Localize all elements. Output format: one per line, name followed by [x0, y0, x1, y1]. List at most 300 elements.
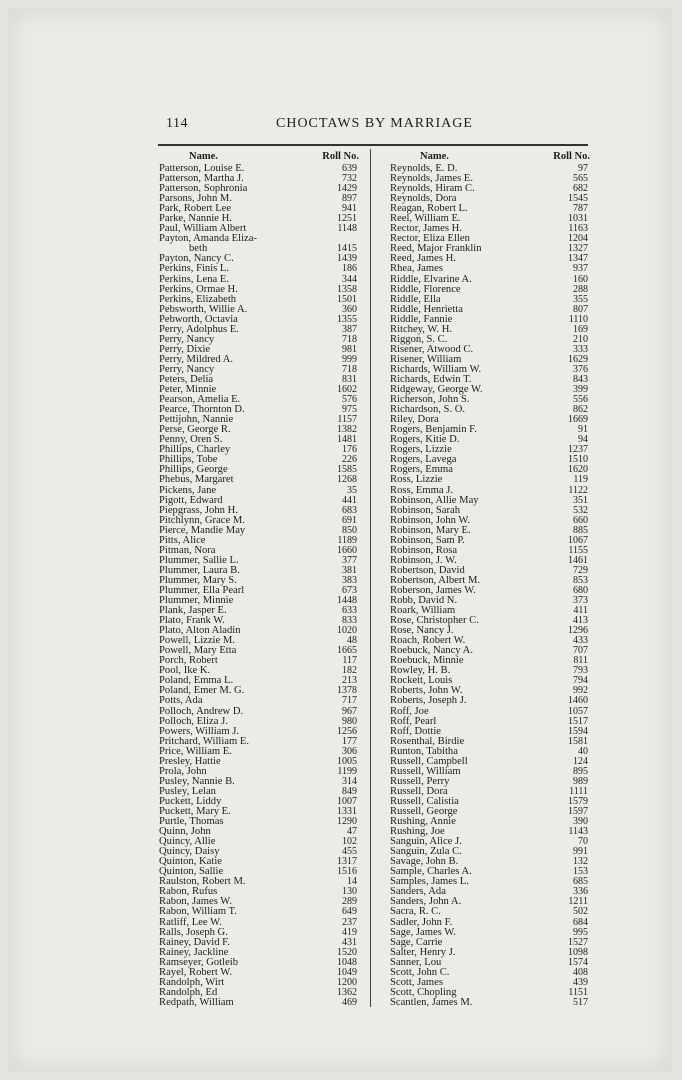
entry-roll-number: 441: [342, 494, 357, 506]
entry-name: Pearce, Thornton D.: [159, 404, 245, 416]
entry-roll-number: 433: [573, 635, 588, 647]
entry-name: Randolph, Ed: [159, 986, 218, 998]
entry-name: Perry, Dixie: [159, 343, 211, 355]
entry-roll-number: 355: [573, 293, 588, 305]
entry-name: Plank, Jasper E.: [159, 605, 227, 617]
entry-roll-number: 707: [573, 645, 588, 657]
entry-name: Riley, Dora: [390, 414, 439, 426]
entry-name: Scott, Chopling: [390, 986, 457, 998]
entry-roll-number: 333: [573, 343, 588, 355]
entry-name: Plato, Alton Aladin: [159, 625, 241, 637]
entry-name: Rogers, Kitie D.: [390, 434, 460, 446]
entry-roll-number: 1155: [568, 544, 588, 556]
page-title: CHOCTAWS BY MARRIAGE: [276, 116, 473, 131]
entry-name: Scott, James: [390, 976, 443, 988]
entry-roll-number: 1585: [337, 464, 357, 476]
entry-roll-number: 831: [342, 373, 357, 385]
entry-roll-number: 48: [347, 635, 357, 647]
entry-roll-number: 556: [573, 394, 588, 406]
entry-roll-number: 1620: [568, 464, 588, 476]
entry-name: Prola, John: [159, 765, 207, 777]
roll-header: Roll No.: [322, 151, 359, 162]
entry-roll-number: 1067: [568, 534, 588, 546]
entry-roll-number: 1501: [337, 293, 357, 305]
entry-name: Patterson, Louise E.: [159, 163, 245, 174]
entry-name: Rushing, Joe: [390, 826, 445, 838]
entry-name: Pebsworth, Willie A.: [159, 303, 248, 315]
entry-roll-number: 1510: [568, 454, 588, 466]
entry-name: Purtle, Thomas: [159, 816, 224, 828]
entry-name: Richards, William W.: [390, 363, 482, 375]
entry-roll-number: 941: [342, 203, 357, 215]
entry-name: Pearson, Amelia E.: [159, 394, 241, 406]
entry-name: Penny, Oren S.: [159, 434, 223, 446]
entry-roll-number: 682: [573, 183, 588, 195]
entry-roll-number: 1660: [337, 544, 357, 556]
entry-roll-number: 1005: [337, 755, 357, 767]
entry-roll-number: 1199: [337, 765, 357, 777]
entry-name: Russell, George: [390, 806, 458, 817]
entry-name: Quinn, John: [159, 826, 211, 838]
entry-name: Rabon, James W.: [159, 896, 232, 908]
entry-name: Rector, James H.: [390, 223, 462, 235]
left-column: [159, 151, 359, 1008]
entry-roll-number: 455: [342, 846, 357, 858]
entry-roll-number: 1527: [568, 936, 588, 948]
entry-roll-number: 411: [573, 605, 588, 617]
entry-roll-number: 975: [342, 404, 357, 416]
entry-name: Quincy, Daisy: [159, 846, 220, 858]
entry-roll-number: 639: [342, 163, 357, 174]
entry-roll-number: 1148: [337, 223, 357, 235]
list-item: [159, 264, 359, 274]
entry-roll-number: 1031: [568, 213, 588, 225]
entry-roll-number: 565: [573, 173, 588, 185]
entry-roll-number: 186: [342, 263, 357, 275]
entry-roll-number: 160: [573, 273, 588, 285]
entry-name: Robinson, Sarah: [390, 504, 461, 516]
entry-roll-number: 390: [573, 816, 588, 828]
entry-roll-number: 94: [578, 434, 588, 446]
entry-name: Puckett, Liddy: [159, 795, 222, 807]
entry-roll-number: 729: [573, 564, 588, 576]
entry-roll-number: 843: [573, 373, 588, 385]
entry-roll-number: 1602: [337, 384, 357, 396]
entry-name: Ritchey, W. H.: [390, 323, 452, 335]
entry-name: Perkins, Lena E.: [159, 273, 230, 285]
entry-roll-number: 182: [342, 665, 357, 677]
entry-name: Sanders, Ada: [390, 886, 446, 898]
entry-name: Sample, Charles A.: [390, 866, 472, 878]
entry-roll-number: 314: [342, 775, 357, 787]
entry-name: Redpath, William: [159, 996, 234, 1008]
entry-roll-number: 176: [342, 444, 357, 456]
entry-roll-number: 377: [342, 554, 357, 566]
entry-roll-number: 1057: [568, 705, 588, 717]
entry-roll-number: 1581: [568, 735, 588, 747]
entry-name: Sacra, R. C.: [390, 906, 441, 918]
entry-name: Reynolds, James E.: [390, 173, 473, 185]
entry-roll-number: 680: [573, 584, 588, 596]
entry-name: Phebus, Margaret: [159, 474, 234, 486]
entry-name: Pritchard, William E.: [159, 735, 249, 747]
entry-name: Phillips, Tobe: [159, 454, 218, 466]
entry-name: Robinson, J. W.: [390, 554, 457, 566]
entry-roll-number: 1415: [337, 243, 357, 255]
entry-name: Reynolds, Dora: [390, 193, 457, 205]
entry-name: Plummer, Minnie: [159, 595, 234, 607]
entry-name: Quinton, Sallie: [159, 866, 224, 878]
entry-name: Payton, Amanda Eliza-: [159, 233, 257, 245]
entry-roll-number: 995: [573, 926, 588, 938]
entry-roll-number: 980: [342, 715, 357, 727]
entry-roll-number: 226: [342, 454, 357, 466]
entry-roll-number: 408: [573, 966, 588, 978]
entry-name: Roff, Dottie: [390, 725, 442, 737]
entry-name: Phillips, Charley: [159, 444, 231, 456]
entry-roll-number: 1290: [337, 816, 357, 828]
entry-name: Phillips, George: [159, 464, 228, 476]
entry-name: Park, Robert Lee: [159, 203, 232, 215]
entry-name: Sanguin, Zula C.: [390, 846, 462, 858]
entry-name: Pitman, Nora: [159, 544, 216, 556]
list-item: [159, 907, 359, 917]
entry-name: Polloch, Eliza J.: [159, 715, 228, 727]
entry-name: Raulston, Robert M.: [159, 876, 246, 888]
name-header: Name.: [189, 151, 218, 162]
entry-roll-number: 419: [342, 926, 357, 938]
entry-name: Pitts, Alice: [159, 534, 206, 546]
entry-name: Rabon, Rufus: [159, 886, 218, 898]
entry-roll-number: 47: [347, 826, 357, 838]
entry-roll-number: 1317: [337, 856, 357, 868]
entry-name: Parke, Nannie H.: [159, 213, 232, 225]
entry-name: Russell, Dora: [390, 785, 448, 797]
entry-roll-number: 684: [573, 916, 588, 928]
entry-roll-number: 981: [342, 343, 357, 355]
entry-name: Scott, John C.: [390, 966, 450, 978]
entry-roll-number: 1460: [568, 695, 588, 707]
header-rule: [158, 144, 588, 146]
entry-name: Rector, Eliza Ellen: [390, 233, 470, 245]
entry-name: Risener, William: [390, 353, 462, 365]
entry-name: Sanguin, Alice J.: [390, 836, 462, 848]
entry-name: Perkins, Finis L.: [159, 263, 230, 275]
entry-name: Potts, Ada: [159, 695, 203, 707]
entry-roll-number: 732: [342, 173, 357, 185]
entry-name: Pitchlynn, Grace M.: [159, 514, 245, 526]
entry-name: Ralls, Joseph G.: [159, 926, 228, 938]
entry-name: Rabon, William T.: [159, 906, 237, 918]
entry-roll-number: 787: [573, 203, 588, 215]
entry-roll-number: 1597: [568, 806, 588, 817]
entry-roll-number: 660: [573, 514, 588, 526]
entry-name: Reagan, Robert L.: [390, 203, 468, 215]
entry-name: Presley, Hattie: [159, 755, 221, 767]
entry-roll-number: 718: [342, 363, 357, 375]
entry-name: Runton, Tabitha: [390, 745, 458, 757]
entry-roll-number: 967: [342, 705, 357, 717]
entry-roll-number: 685: [573, 876, 588, 888]
entry-roll-number: 992: [573, 685, 588, 697]
entry-roll-number: 991: [573, 846, 588, 858]
entry-roll-number: 1204: [568, 233, 588, 245]
entry-name: Reel, William E.: [390, 213, 461, 225]
right-column: [390, 151, 590, 1008]
entry-name: Ross, Lizzie: [390, 474, 443, 486]
entry-name: Sanner, Lou: [390, 956, 442, 968]
entry-name: Pebworth, Octavia: [159, 313, 238, 325]
entry-roll-number: 633: [342, 605, 357, 617]
entry-roll-number: 1448: [337, 595, 357, 607]
entry-roll-number: 532: [573, 504, 588, 516]
entry-roll-number: 376: [573, 363, 588, 375]
entry-name: Robertson, David: [390, 564, 465, 576]
entry-name: Ridgeway, George W.: [390, 384, 483, 396]
entry-name: Rogers, Lizzie: [390, 444, 452, 456]
entry-roll-number: 1122: [568, 484, 588, 496]
entry-roll-number: 413: [573, 615, 588, 627]
entry-name: Rushing, Annie: [390, 816, 456, 828]
entry-roll-number: 210: [573, 333, 588, 345]
entry-roll-number: 1378: [337, 685, 357, 697]
entry-roll-number: 502: [573, 906, 588, 918]
entry-name: Russell, William: [390, 765, 461, 777]
entry-name: Pigott, Edward: [159, 494, 223, 506]
entry-roll-number: 288: [573, 283, 588, 295]
entry-name: Russell, Perry: [390, 775, 450, 787]
entry-roll-number: 1545: [568, 193, 588, 205]
entry-name: Richerson, John S.: [390, 394, 470, 406]
entry-name: Roff, Pearl: [390, 715, 437, 727]
entry-name: Richards, Edwin T.: [390, 373, 472, 385]
entry-roll-number: 1098: [568, 946, 588, 958]
entry-roll-number: 1358: [337, 283, 357, 295]
entry-roll-number: 1481: [337, 434, 357, 446]
entry-roll-number: 289: [342, 896, 357, 908]
entry-name: Roberts, Joseph J.: [390, 695, 467, 707]
entry-roll-number: 1189: [337, 534, 357, 546]
entry-name: Peters, Delia: [159, 373, 214, 385]
entry-name: Randolph, Wirt: [159, 976, 225, 988]
entry-roll-number: 576: [342, 394, 357, 406]
entry-name: Riddle, Elvarine A.: [390, 273, 472, 285]
entry-roll-number: 1520: [337, 946, 357, 958]
document-page: [8, 8, 672, 1072]
entry-name: Riggon, S. C.: [390, 333, 448, 345]
entry-roll-number: 849: [342, 785, 357, 797]
list-item: [390, 998, 590, 1008]
entry-roll-number: 897: [342, 193, 357, 205]
entry-roll-number: 1579: [568, 795, 588, 807]
list-item: [390, 264, 590, 274]
entry-name: Polloch, Andrew D.: [159, 705, 244, 717]
entry-roll-number: 649: [342, 906, 357, 918]
entry-roll-number: 14: [347, 876, 357, 888]
entry-name: Rockett, Louis: [390, 675, 453, 687]
entry-roll-number: 336: [573, 886, 588, 898]
list-item: [159, 475, 359, 485]
entry-roll-number: 885: [573, 524, 588, 536]
entry-name: Patterson, Sophronia: [159, 183, 248, 195]
entry-roll-number: 439: [573, 976, 588, 988]
entry-roll-number: 1327: [568, 243, 588, 255]
entry-name: Rose, Christopher C.: [390, 615, 479, 627]
entry-name: Ratliff, Lee W.: [159, 916, 222, 928]
entry-roll-number: 1331: [337, 806, 357, 817]
entry-name: Risener, Atwood C.: [390, 343, 474, 355]
entry-name: Porch, Robert: [159, 655, 218, 667]
entry-name: Pool, Ike K.: [159, 665, 211, 677]
entry-roll-number: 237: [342, 916, 357, 928]
entry-name: Rainey, David F.: [159, 936, 230, 948]
entry-roll-number: 360: [342, 303, 357, 315]
entry-roll-number: 1382: [337, 424, 357, 436]
entry-name: Robinson, Mary E.: [390, 524, 471, 536]
entry-roll-number: 1200: [337, 976, 357, 988]
entry-roll-number: 1049: [337, 966, 357, 978]
name-header: Name.: [420, 151, 449, 162]
entry-roll-number: 1157: [337, 414, 357, 426]
entry-name: Payton, Nancy C.: [159, 253, 234, 265]
entry-roll-number: 351: [573, 494, 588, 506]
entry-name: Sage, James W.: [390, 926, 456, 938]
entry-roll-number: 383: [342, 574, 357, 586]
entry-name: Patterson, Martha J.: [159, 173, 244, 185]
entry-roll-number: 794: [573, 675, 588, 687]
entry-roll-number: 117: [342, 655, 357, 667]
entry-roll-number: 1268: [337, 474, 357, 486]
entry-roll-number: 1355: [337, 313, 357, 325]
entry-name: Rogers, Lavega: [390, 454, 457, 466]
left-column-header: [159, 151, 359, 163]
entry-name: Robinson, John W.: [390, 514, 471, 526]
entry-name: Robinson, Allie May: [390, 494, 479, 506]
entry-roll-number: 517: [573, 996, 588, 1008]
entry-roll-number: 989: [573, 775, 588, 787]
entry-name: Sanders, John A.: [390, 896, 462, 908]
entry-name: Perry, Nancy: [159, 333, 215, 345]
entry-roll-number: 1007: [337, 795, 357, 807]
entry-roll-number: 1143: [568, 826, 588, 838]
entry-roll-number: 1163: [568, 223, 588, 235]
entry-roll-number: 1665: [337, 645, 357, 657]
entry-roll-number: 399: [573, 384, 588, 396]
entry-roll-number: 1429: [337, 183, 357, 195]
entry-name: Pickens, Jane: [159, 484, 217, 496]
entry-roll-number: 1111: [569, 785, 588, 797]
entry-name: Savage, John B.: [390, 856, 459, 868]
list-item: [390, 475, 590, 485]
entry-name: Roberts, John W.: [390, 685, 463, 697]
entry-roll-number: 1020: [337, 625, 357, 637]
entry-roll-number: 124: [573, 755, 588, 767]
entry-roll-number: 1362: [337, 986, 357, 998]
entry-roll-number: 1516: [337, 866, 357, 878]
entry-name: Plummer, Sallie L.: [159, 554, 239, 566]
entry-name: Rosenthal, Birdie: [390, 735, 465, 747]
entry-roll-number: 169: [573, 323, 588, 335]
entry-name: Powers, William J.: [159, 725, 240, 737]
entry-name: Quinton, Katie: [159, 856, 222, 868]
entry-roll-number: 717: [342, 695, 357, 707]
entry-roll-number: 1251: [337, 213, 357, 225]
entry-roll-number: 895: [573, 765, 588, 777]
entry-roll-number: 469: [342, 996, 357, 1008]
entry-roll-number: 937: [573, 263, 588, 275]
entry-roll-number: 853: [573, 574, 588, 586]
entry-roll-number: 381: [342, 564, 357, 576]
entry-name: Quincy, Allie: [159, 836, 216, 848]
list-item: [159, 998, 359, 1008]
entry-roll-number: 683: [342, 504, 357, 516]
entry-name: Ross, Emma J.: [390, 484, 453, 496]
entry-name: Rogers, Benjamin F.: [390, 424, 477, 436]
entry-name: Roebuck, Nancy A.: [390, 645, 473, 657]
entry-name: Plato, Frank W.: [159, 615, 225, 627]
entry-roll-number: 91: [578, 424, 588, 436]
entry-name: Plummer, Ella Pearl: [159, 584, 245, 596]
entry-name: Reed, Major Franklin: [390, 243, 482, 255]
entry-name: Poland, Emer M. G.: [159, 685, 245, 697]
entry-name: Riddle, Fannie: [390, 313, 453, 325]
entry-roll-number: 1048: [337, 956, 357, 968]
roll-header: Roll No.: [553, 151, 590, 162]
entry-roll-number: 1574: [568, 956, 588, 968]
column-divider: [370, 149, 371, 1007]
entry-name: Puckett, Mary E.: [159, 806, 231, 817]
entry-roll-number: 373: [573, 595, 588, 607]
entry-name: Paul, William Albert: [159, 223, 247, 235]
entry-roll-number: 306: [342, 745, 357, 757]
entry-name: Reynolds, E. D.: [390, 163, 458, 174]
entry-roll-number: 35: [347, 484, 357, 496]
entry-name: Perry, Mildred A.: [159, 353, 234, 365]
entry-roll-number: 1296: [568, 625, 588, 637]
entry-name: Salter, Henry J.: [390, 946, 456, 958]
entry-name: Riddle, Florence: [390, 283, 461, 295]
entry-name: Poland, Emma L.: [159, 675, 234, 687]
entry-name: Samples, James L.: [390, 876, 469, 888]
entry-roll-number: 862: [573, 404, 588, 416]
entry-name: Parsons, John M.: [159, 193, 232, 205]
entry-name: Pettijohn, Nannie: [159, 414, 234, 426]
entry-name: Rowley, H. B.: [390, 665, 451, 677]
entry-roll-number: 999: [342, 353, 357, 365]
entry-name: Rogers, Emma: [390, 464, 453, 476]
entry-name: Roark, William: [390, 605, 456, 617]
entry-name: Robertson, Albert M.: [390, 574, 481, 586]
entry-roll-number: 1237: [568, 444, 588, 456]
entry-name: Rayel, Robert W.: [159, 966, 232, 978]
entry-name: Perse, George R.: [159, 424, 231, 436]
entry-roll-number: 40: [578, 745, 588, 757]
entry-roll-number: 344: [342, 273, 357, 285]
entry-name: Russell, Campbell: [390, 755, 468, 767]
entry-roll-number: 119: [573, 474, 588, 486]
entry-name: Powell, Lizzie M.: [159, 635, 235, 647]
entry-roll-number: 153: [573, 866, 588, 878]
entry-name: Price, William E.: [159, 745, 232, 757]
entry-name: Riddle, Henrietta: [390, 303, 463, 315]
entry-roll-number: 1629: [568, 353, 588, 365]
entry-name: Russell, Calistia: [390, 795, 459, 807]
entry-roll-number: 132: [573, 856, 588, 868]
entry-name: beth: [189, 243, 208, 255]
entry-name: Rose, Nancy J.: [390, 625, 454, 637]
entry-roll-number: 130: [342, 886, 357, 898]
entry-name: Ramseyer, Gotleib: [159, 956, 239, 968]
